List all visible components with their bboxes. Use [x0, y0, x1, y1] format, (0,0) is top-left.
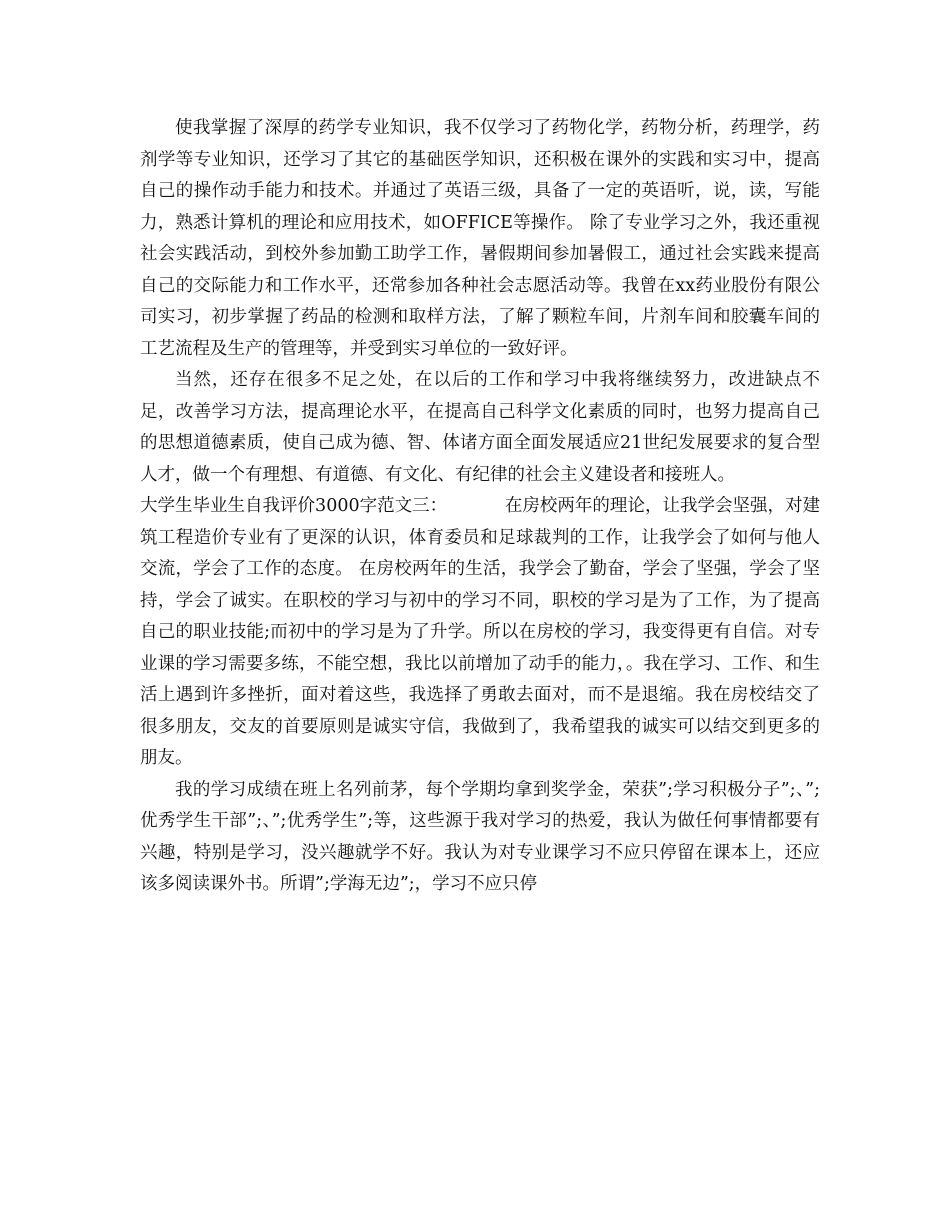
section-heading: 大学生毕业生自我评价3000字范文三：: [140, 496, 448, 516]
paragraph-grades: 我的学习成绩在班上名列前茅，每个学期均拿到奖学金，荣获”;学习积极分子”;、”;优秀学生干部”;、”;优秀学生”;等，这些源于我对学习的热爱，我认为做任何事情都要有兴趣，特别是学习，没兴趣就学不好。我认为对专业课学习不应只停留在课本上，还应该多阅读课外书。所谓”;学海无边”;，学习不应只停: [140, 779, 820, 894]
section-first-part: 在房校两年的理论，让我学会坚强，对建筑工程造价专业有了更深的认识，体育委员和足球裁判的工作，让我学会了如何与他人交流，学会了工作的态度。 在房校两年的生活，我学会了勤奋，学会了坚强，学会了坚持，学会了诚实。在职校的学习与初中的学习不同，职校的学习是为了工作，为了提高自己的职业技能;而初中的学习是为了升学。所以在房校的学习，我变得更有自信。对专业课的学习需要多练，不能空想，我比以前增加了动手的能力，。我在学习、工作、和生活上遇到许多挫折，面对着这些，我选择了勇敢去面对，而不是退缩。我在房校结交了很多朋友，交友的首要原则是诚实守信，我做到了，我希望我的诚实可以结交到更多的朋友。: [140, 496, 820, 768]
document-body: [140, 113, 820, 901]
paragraph-section-three: [140, 491, 820, 775]
paragraph-shortcomings: 当然，还存在很多不足之处，在以后的工作和学习中我将继续努力，改进缺点不足，改善学习方法，提高理论水平，在提高自己科学文化素质的同时，也努力提高自己的思想道德素质，使自己成为德、智、体诸方面全面发展适应21世纪发展要求的复合型人才，做一个有理想、有道德、有文化、有纪律的社会主义建设者和接班人。: [140, 370, 820, 485]
paragraph-study: 使我掌握了深厚的药学专业知识，我不仅学习了药物化学，药物分析，药理学，药剂学等专业知识，还学习了其它的基础医学知识，还积极在课外的实践和实习中，提高自己的操作动手能力和技术。并通过了英语三级，具备了一定的英语听，说，读，写能力，熟悉计算机的理论和应用技术，如OFFICE等操作。 除了专业学习之外，我还重视社会实践活动，到校外参加勤工助学工作，暑假期间参加暑假工，通过社会实践来提高自己的交际能力和工作水平，还常参加各种社会志愿活动等。我曾在xx药业股份有限公司实习，初步掌握了药品的检测和取样方法，了解了颗粒车间，片剂车间和胶囊车间的工艺流程及生产的管理等，并受到实习单位的一致好评。: [140, 118, 820, 359]
